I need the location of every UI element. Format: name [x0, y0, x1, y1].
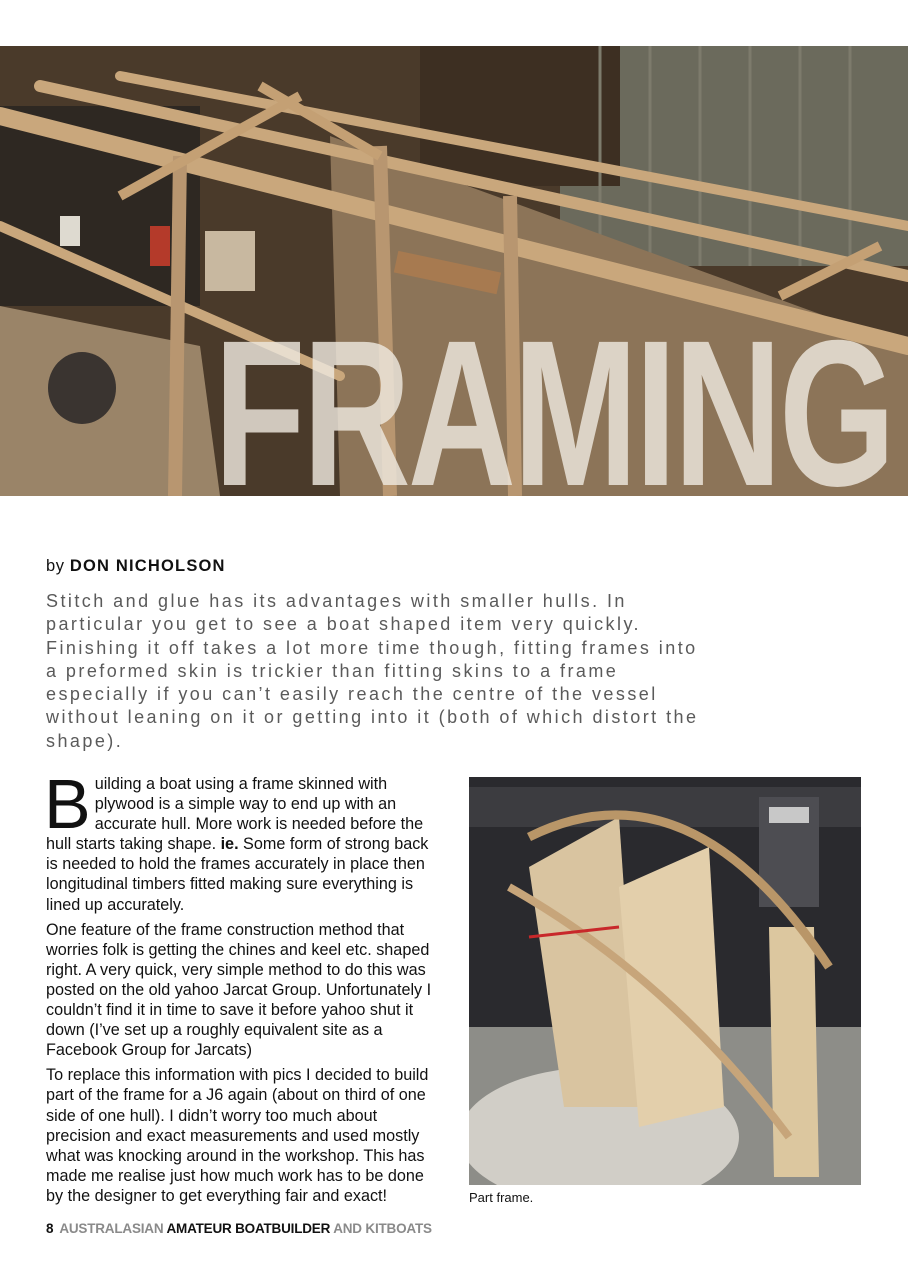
- body-paragraph-1-text-a: uilding a boat using a frame skinned with plywood is a simple way to end up with an accurate hull. More work is needed before the hull starts taking shape.: [46, 775, 424, 854]
- byline-prefix: by: [46, 557, 65, 575]
- body-paragraph-1-text-b: Some form of strong back is needed to hold the frames accurately in place then longitudinal timbers fitted making sure everything is lined up accurately.: [46, 835, 429, 914]
- part-frame-photo-illustration: [469, 777, 861, 1185]
- photo-caption: Part frame.: [469, 1190, 534, 1205]
- part-frame-photo: [469, 777, 861, 1185]
- byline: [46, 557, 226, 576]
- page-number: 8: [46, 1221, 54, 1236]
- body-paragraph-2: One feature of the frame construction method that worries folk is getting the chines and keel etc. shaped right. A very quick, very simple method to do this was posted on the old yahoo Jarcat Group. Unfortunately I couldn’t find it in time to save it before yahoo shut it down (I’ve set up a roughly equivalent site as a Facebook Group for Jarcats): [46, 920, 432, 1060]
- body-paragraph-1: [44, 765, 438, 915]
- publication-name-part-3: AND KITBOATS: [330, 1221, 432, 1236]
- body-paragraph-1-bold: ie.: [220, 835, 239, 854]
- body-paragraph-3: To replace this information with pics I decided to build part of the frame for a J6 again (about on third of one side of one hull). I didn’t worry too much about precision and exact measurements and used mostly what was knocking around in the workshop. This has made me realise just how much work has to be done by the designer to get everything fair and exact!: [46, 1066, 429, 1205]
- author-name: DON NICHOLSON: [69, 557, 226, 575]
- hero-photo: [0, 46, 908, 496]
- page-title: FRAMING: [214, 298, 893, 496]
- publication-name-part-2: AMATEUR BOATBUILDER: [166, 1221, 331, 1236]
- intro-paragraph: Stitch and glue has its advantages with smaller hulls. In particular you get to see a boat shaped item very quickly. Finishing it off takes a lot more time though, fitting frames into a preformed skin is trickier than fitting skins to a frame especially if you can’t easily reach the centre of the vessel without leaning on it or getting into it (both of which distort the shape).: [46, 591, 699, 751]
- article-body: [44, 765, 438, 1211]
- drop-cap: B: [44, 765, 91, 843]
- page-footer: [46, 1221, 432, 1236]
- publication-name-part-1: AUSTRALASIAN: [59, 1221, 167, 1236]
